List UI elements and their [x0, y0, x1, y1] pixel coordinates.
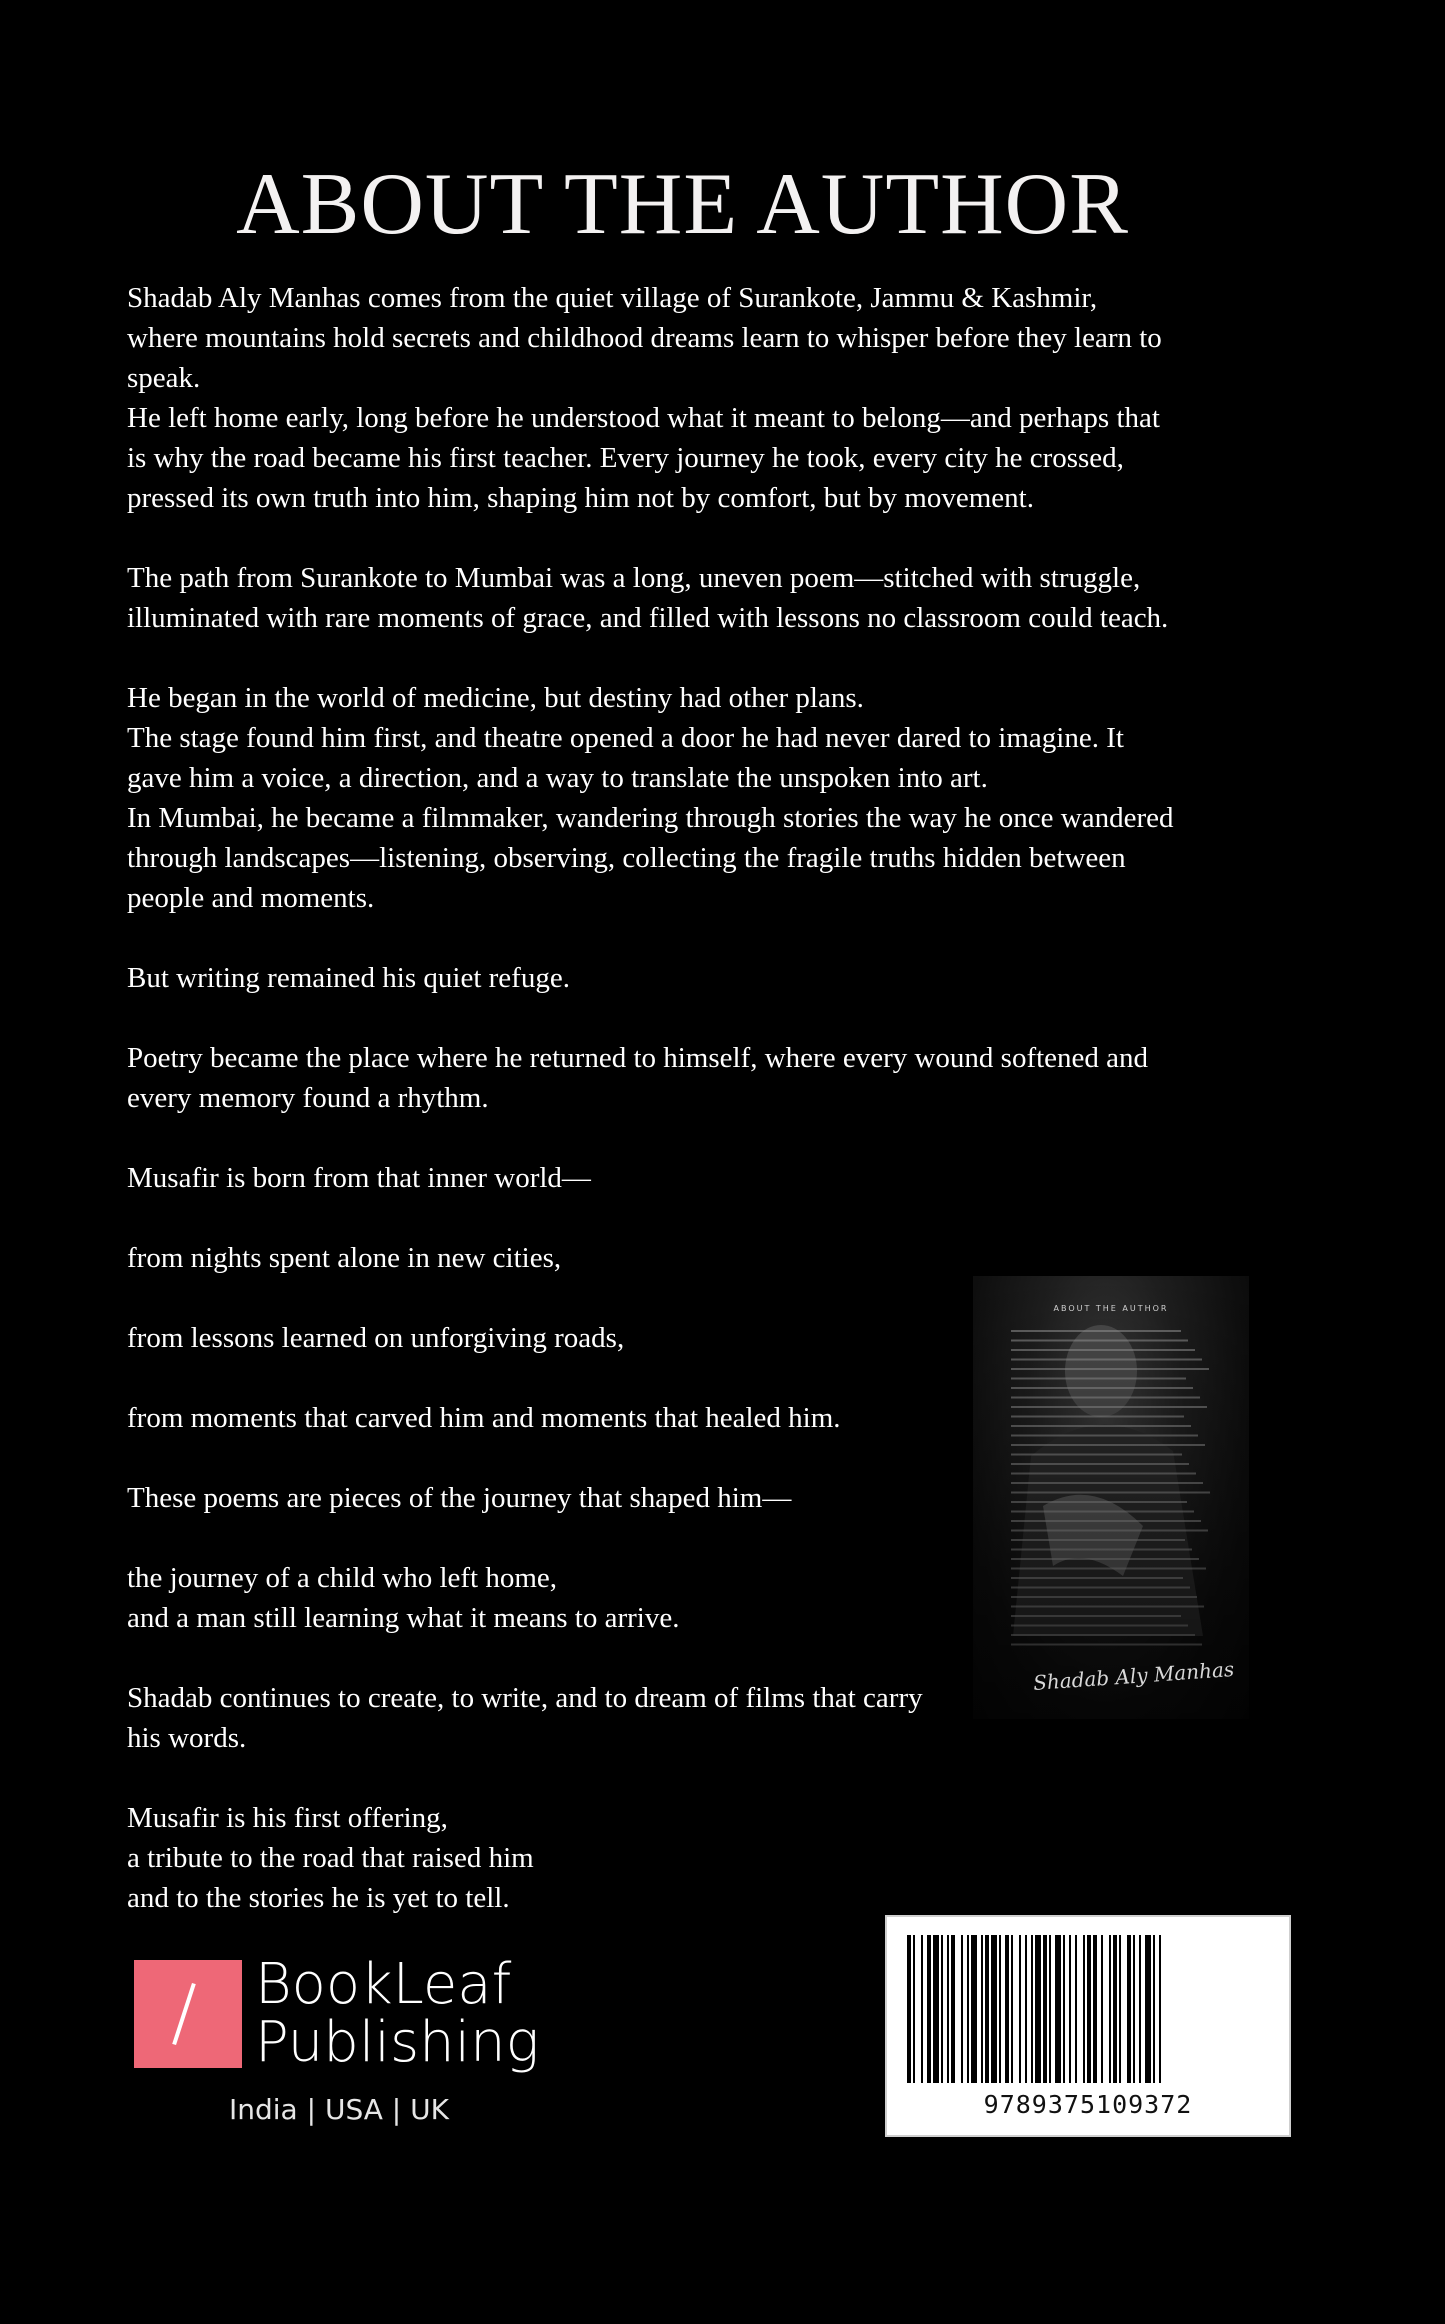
- bio-line: is why the road became his first teacher. Every journey he took, every city he crossed,: [127, 442, 1124, 474]
- isbn-barcode: [885, 1915, 1291, 2137]
- author-photo: [973, 1276, 1249, 1719]
- paragraph-gap: [127, 638, 1257, 678]
- bio-line: Musafir is his first offering,: [127, 1802, 448, 1834]
- bio-line: his words.: [127, 1722, 247, 1754]
- paragraph-gap: [127, 998, 1257, 1038]
- bio-line: from lessons learned on unforgiving roads,: [127, 1322, 625, 1354]
- bio-line: people and moments.: [127, 882, 375, 914]
- bio-line: He began in the world of medicine, but destiny had other plans.: [127, 682, 864, 714]
- paragraph-gap: [127, 1118, 1257, 1158]
- bio-line: the journey of a child who left home,: [127, 1562, 558, 1594]
- bio-line: Shadab Aly Manhas comes from the quiet village of Surankote, Jammu & Kashmir,: [127, 282, 1098, 314]
- author-signature: Shadab Aly Manhas: [1032, 1657, 1235, 1695]
- publisher-logo: [134, 1952, 540, 2140]
- slash-icon: [172, 1983, 196, 2045]
- publisher-name: [255, 1952, 540, 2075]
- bio-line: pressed its own truth into him, shaping him not by comfort, but by movement.: [127, 482, 1034, 514]
- bio-line: illuminated with rare moments of grace, and filled with lessons no classroom could teach.: [127, 602, 1169, 634]
- bio-line: The stage found him first, and theatre opened a door he had never dared to imagine. It: [127, 722, 1124, 754]
- bio-line: Shadab continues to create, to write, and to dream of films that carry: [127, 1682, 923, 1714]
- page-title: ABOUT THE AUTHOR: [236, 156, 1129, 253]
- publisher-mark-icon: [134, 1960, 242, 2068]
- bio-line: a tribute to the road that raised him: [127, 1842, 534, 1874]
- bio-line: In Mumbai, he became a filmmaker, wandering through stories the way he once wandered: [127, 802, 1174, 834]
- bio-line: from nights spent alone in new cities,: [127, 1242, 562, 1274]
- bio-line: through landscapes—listening, observing, collecting the fragile truths hidden between: [127, 842, 1126, 874]
- bio-line: But writing remained his quiet refuge.: [127, 962, 570, 994]
- bio-line: gave him a voice, a direction, and a way to translate the unspoken into art.: [127, 762, 988, 794]
- bio-line: and to the stories he is yet to tell.: [127, 1882, 510, 1914]
- bio-line: Musafir is born from that inner world—: [127, 1162, 591, 1194]
- bio-line: from moments that carved him and moments that healed him.: [127, 1402, 841, 1434]
- bio-line: where mountains hold secrets and childhood dreams learn to whisper before they learn to: [127, 322, 1162, 354]
- publisher-name-line2: Publishing: [255, 2010, 540, 2075]
- author-portrait-graphic: [973, 1276, 1249, 1719]
- paragraph-gap: [127, 1198, 1257, 1238]
- paragraph-gap: [127, 518, 1257, 558]
- publisher-regions: India | USA | UK: [229, 2093, 449, 2126]
- paragraph-gap: [127, 918, 1257, 958]
- bio-line: and a man still learning what it means to arrive.: [127, 1602, 680, 1634]
- publisher-name-line1: BookLeaf: [255, 1952, 512, 2017]
- barcode-bars: [905, 1935, 1271, 2085]
- bio-line: The path from Surankote to Mumbai was a long, uneven poem—stitched with struggle,: [127, 562, 1141, 594]
- paragraph-gap: [127, 1758, 1257, 1798]
- isbn-number: 9789375109372: [983, 2090, 1193, 2119]
- bio-line: speak.: [127, 362, 201, 394]
- bio-line: every memory found a rhythm.: [127, 1082, 489, 1114]
- bio-line: He left home early, long before he understood what it meant to belong—and perhaps that: [127, 402, 1160, 434]
- bio-line: Poetry became the place where he returned to himself, where every wound softened and: [127, 1042, 1149, 1074]
- photo-caption: ABOUT THE AUTHOR: [1053, 1304, 1169, 1313]
- bio-line: These poems are pieces of the journey that shaped him—: [127, 1482, 792, 1514]
